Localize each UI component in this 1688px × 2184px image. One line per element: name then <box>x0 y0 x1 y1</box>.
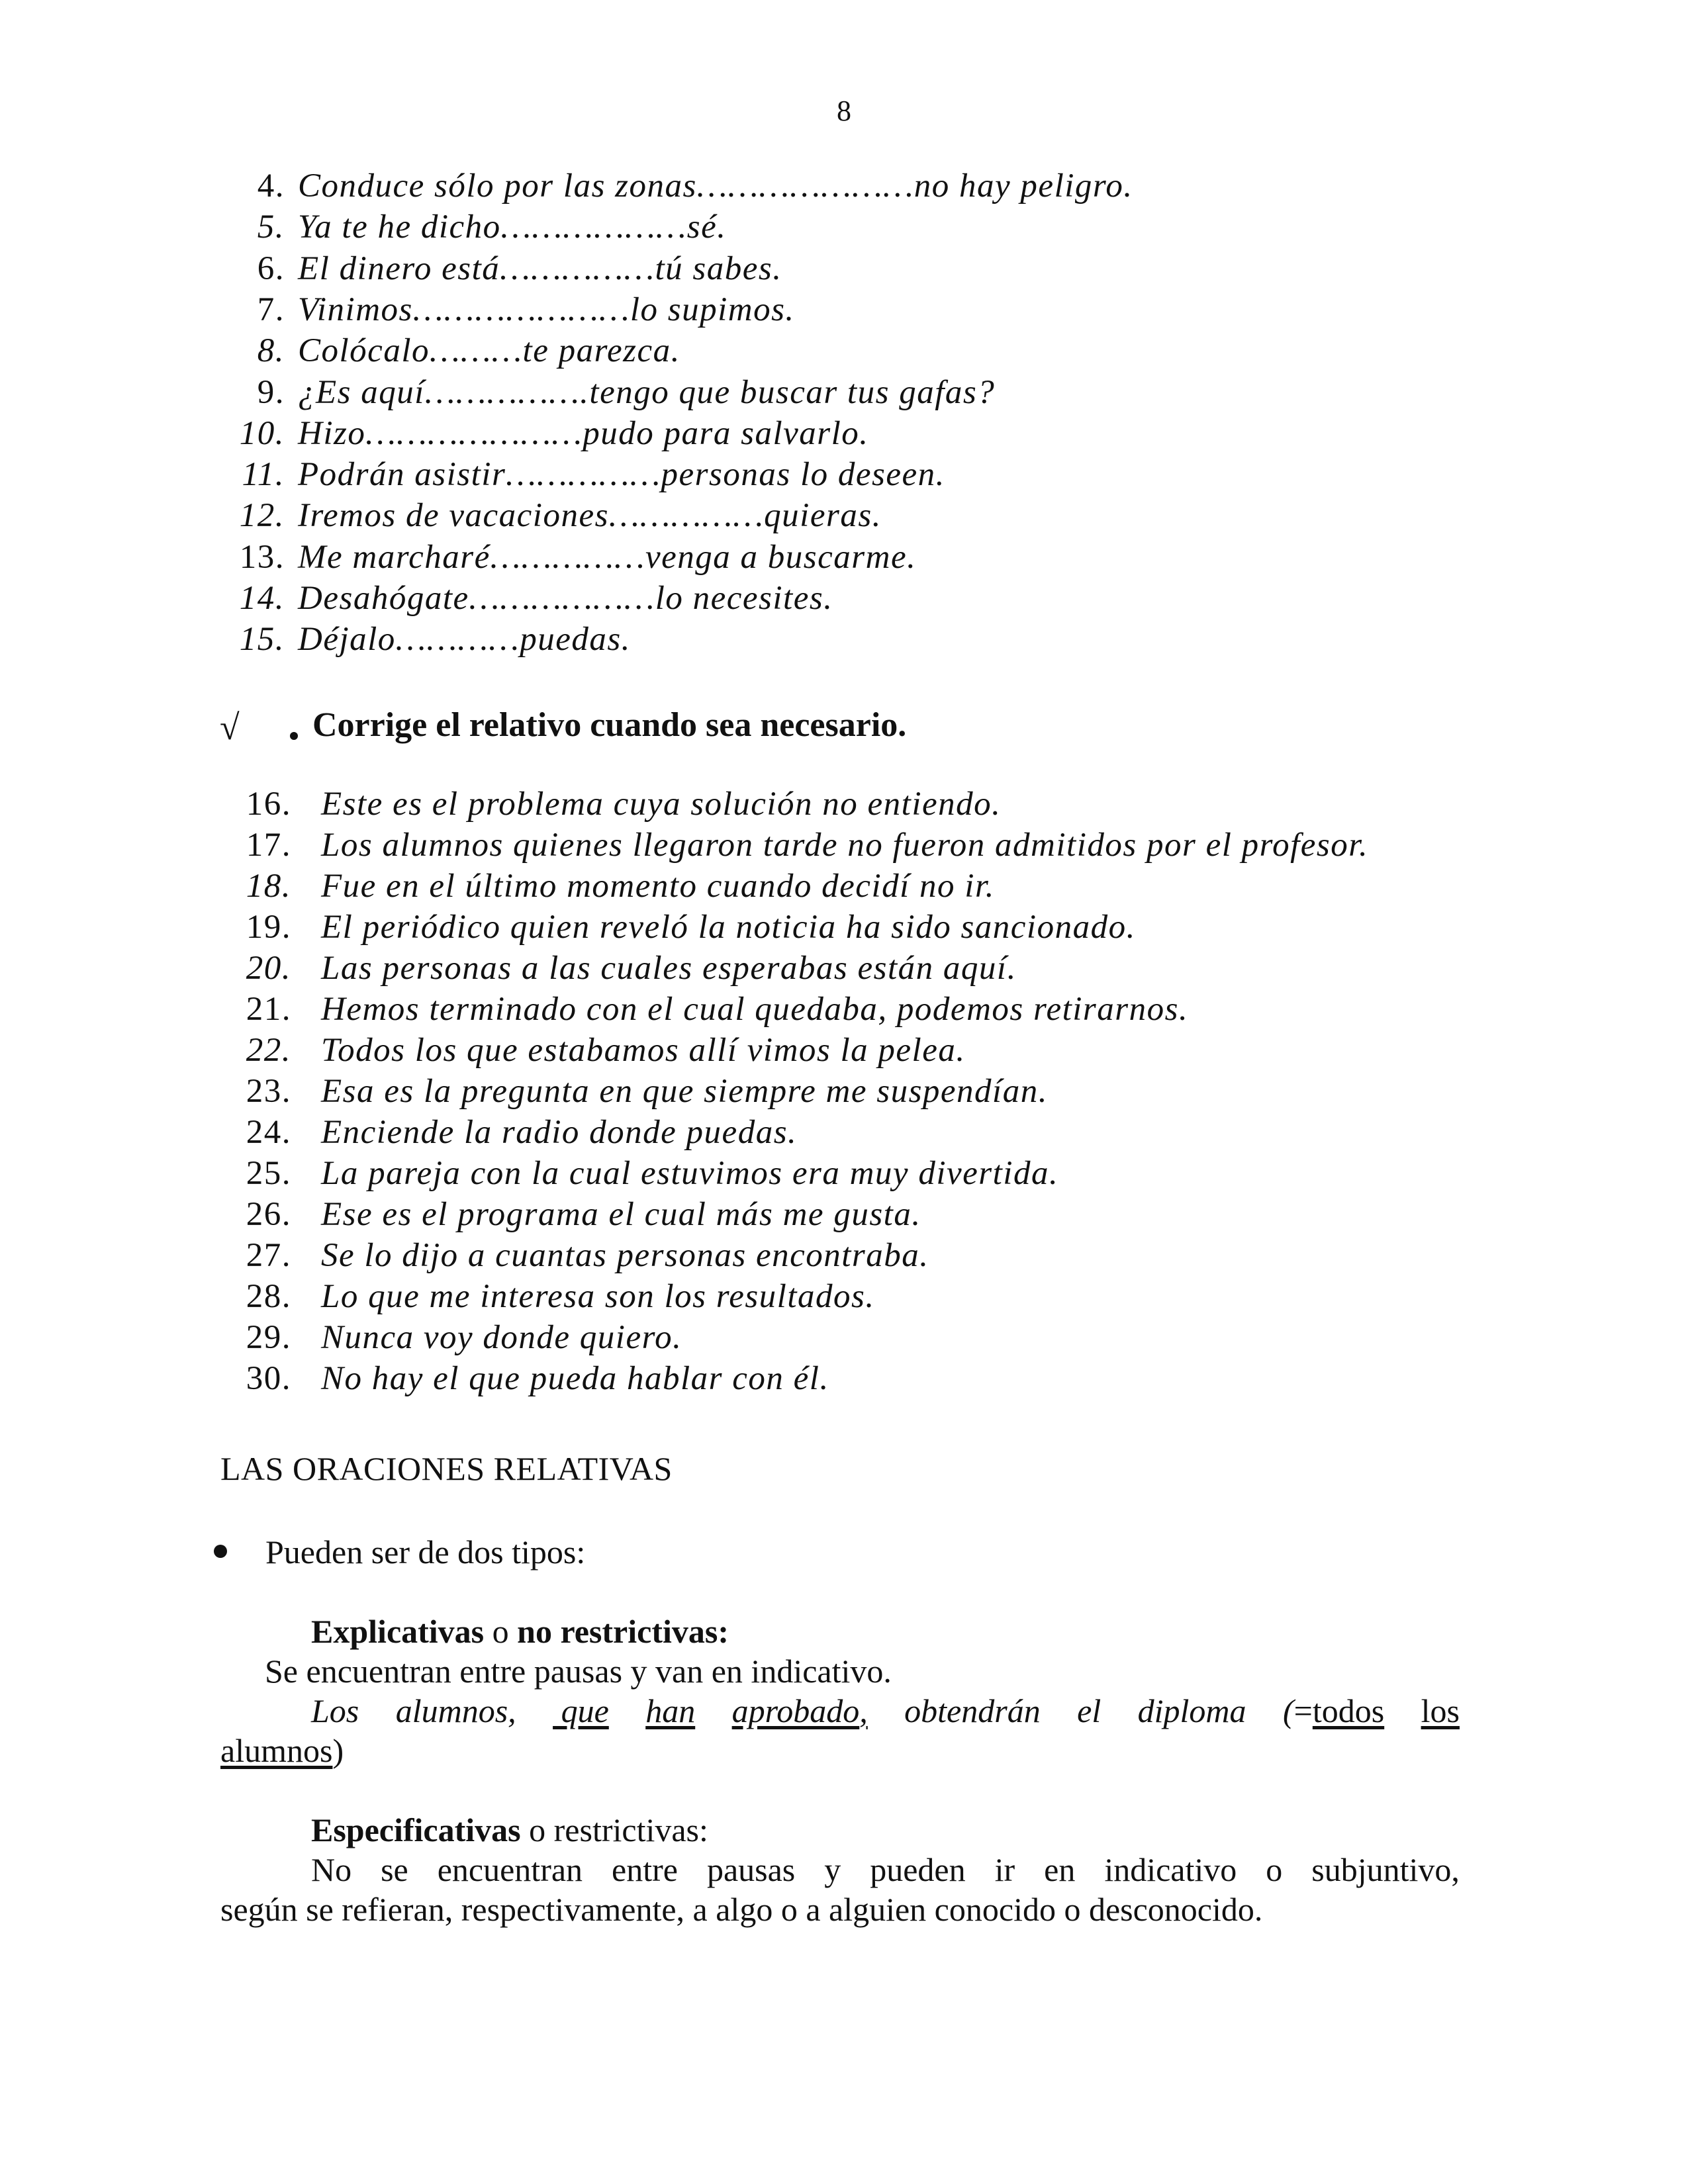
exercise-item <box>225 208 727 249</box>
example-word: el <box>1077 1692 1102 1729</box>
exercise-text: Ese es el programa el cual más me gusta. <box>321 1196 921 1233</box>
description-word: en <box>1044 1851 1076 1888</box>
exercise-number: 21. <box>246 991 291 1028</box>
exercise-number: 4. <box>257 167 285 205</box>
exercise-number: 20. <box>246 950 291 987</box>
exercise-item <box>225 949 1017 990</box>
check-mark-icon: √ <box>220 707 240 747</box>
exercise-number: 10. <box>239 414 285 452</box>
exercise-number: 27. <box>246 1237 291 1274</box>
exercise-item <box>225 250 782 291</box>
example-underlined: han <box>645 1692 696 1729</box>
section-heading: LAS ORACIONES RELATIVAS <box>220 1450 673 1487</box>
exercise-number: 19. <box>246 909 291 946</box>
bullet-text: Pueden ser de dos tipos: <box>265 1533 586 1570</box>
especificativas-title: Especificativas o restrictivas: <box>311 1811 708 1848</box>
explicativas-example-line2: alumnos) <box>220 1732 344 1769</box>
exercise-item <box>225 1359 829 1400</box>
exercise-text: Colócalo………te parezca. <box>298 332 680 370</box>
explicativas-example-line1 <box>311 1692 1460 1730</box>
exercise-text: Esa es la pregunta en que siempre me suspendían. <box>321 1073 1048 1110</box>
exercise-item <box>225 990 1189 1031</box>
description-word: y <box>824 1851 841 1888</box>
exercise-text: Los alumnos quienes llegaron tarde no fueron admitidos por el profesor. <box>321 827 1369 864</box>
description-word: indicativo <box>1104 1851 1237 1888</box>
exercise-number: 29. <box>246 1319 291 1356</box>
exercise-number: 9. <box>257 373 285 411</box>
exercise-item <box>225 1154 1059 1195</box>
exercise-number: 12. <box>239 497 285 535</box>
exercise-number: 26. <box>246 1196 291 1233</box>
exercise-item <box>225 620 631 661</box>
exercise-item <box>225 538 917 579</box>
explicativas-title: Explicativas o no restrictivas: <box>311 1613 729 1650</box>
exercise-number: 25. <box>246 1155 291 1192</box>
exercise-number: 6. <box>257 250 285 287</box>
explicativas-description: Se encuentran entre pausas y van en indicativo. <box>265 1653 892 1690</box>
exercise-text: Fue en el último momento cuando decidí no ir. <box>321 868 995 905</box>
description-word: se <box>381 1851 408 1888</box>
exercise-text: Nunca voy donde quiero. <box>321 1319 682 1356</box>
exercise-number: 5. <box>257 208 285 246</box>
exercise-number: 28. <box>246 1278 291 1315</box>
exercise-item <box>225 1072 1048 1113</box>
exercise-number: 30. <box>246 1360 291 1397</box>
exercise-item <box>225 579 833 620</box>
exercise-item <box>225 785 1002 826</box>
exercise-text: Iremos de vacaciones……………quieras. <box>298 497 882 535</box>
exercise-text: Hizo…………………pudo para salvarlo. <box>298 414 869 452</box>
exercise-item <box>225 455 945 496</box>
exercise-item <box>225 373 996 414</box>
exercise-item <box>225 1195 921 1236</box>
exercise-text: Hemos terminado con el cual quedaba, podemos retirarnos. <box>321 991 1189 1028</box>
exercise-item <box>225 414 869 455</box>
exercise-item <box>225 1318 682 1359</box>
exercise-text: Las personas a las cuales esperabas están aquí. <box>321 950 1017 987</box>
exercise-number: 23. <box>246 1073 291 1110</box>
exercise-item <box>225 1031 966 1072</box>
exercise-item <box>225 1277 875 1318</box>
exercise-text: El dinero está……………tú sabes. <box>298 250 782 287</box>
exercise-text: Enciende la radio donde puedas. <box>321 1114 798 1151</box>
description-word: No <box>311 1851 352 1888</box>
exercise-item <box>225 1113 798 1154</box>
description-word: encuentran <box>437 1851 583 1888</box>
example-paren: (=todos <box>1282 1692 1385 1729</box>
example-underlined: los <box>1421 1692 1460 1729</box>
exercise-number: 18. <box>246 868 291 905</box>
exercise-text: Conduce sólo por las zonas…………………no hay peligro. <box>298 167 1133 205</box>
exercise-number: 24. <box>246 1114 291 1151</box>
exercise-number: 11. <box>242 456 285 494</box>
exercise-number: 16. <box>246 786 291 823</box>
exercise-number: 22. <box>246 1032 291 1069</box>
exercise-text: Me marcharé……………venga a buscarme. <box>298 538 917 576</box>
exercise-item <box>225 867 995 908</box>
description-word: ir <box>994 1851 1015 1888</box>
exercise-number: 17. <box>246 827 291 864</box>
exercise-text: Ya te he dicho………………sé. <box>298 208 727 246</box>
exercise-item <box>225 908 1136 949</box>
exercise-item <box>225 826 1369 867</box>
exercise-text: La pareja con la cual estuvimos era muy divertida. <box>321 1155 1059 1192</box>
example-word: obtendrán <box>904 1692 1041 1729</box>
especificativas-line2: según se refieran, respectivamente, a algo o a alguien conocido o desconocido. <box>220 1891 1263 1928</box>
description-word: entre <box>612 1851 678 1888</box>
example-underlined: que <box>553 1692 609 1729</box>
exercise-item <box>225 167 1133 208</box>
example-underlined: aprobado, <box>731 1692 868 1729</box>
exercise-text: Desahógate………………lo necesites. <box>298 580 833 617</box>
exercise-text: Este es el problema cuya solución no entiendo. <box>321 786 1002 823</box>
description-word: o <box>1266 1851 1283 1888</box>
example-word: Los <box>311 1692 359 1729</box>
exercise-item <box>225 496 882 537</box>
page-number: 8 <box>837 95 851 127</box>
exercise-text: Todos los que estabamos allí vimos la pelea. <box>321 1032 966 1069</box>
description-word: subjuntivo, <box>1311 1851 1460 1888</box>
exercise-text: Déjalo…………puedas. <box>298 621 631 659</box>
exercise-text: No hay el que pueda hablar con él. <box>321 1360 829 1397</box>
description-word: pueden <box>870 1851 966 1888</box>
bullet-dot-icon <box>290 732 298 740</box>
exercise-item <box>225 291 795 332</box>
exercise-number: 8. <box>257 332 285 370</box>
exercise-text: El periódico quien reveló la noticia ha sido sancionado. <box>321 909 1136 946</box>
exercise-number: 15. <box>239 621 285 659</box>
exercise-text: Se lo dijo a cuantas personas encontraba. <box>321 1237 929 1274</box>
exercise-number: 7. <box>257 291 285 328</box>
description-word: pausas <box>706 1851 796 1888</box>
bullet-icon <box>214 1545 227 1558</box>
example-word: alumnos, <box>395 1692 516 1729</box>
exercise-text: Lo que me interesa son los resultados. <box>321 1278 875 1315</box>
instruction-heading: Corrige el relativo cuando sea necesario. <box>312 706 907 744</box>
exercise-number: 13. <box>239 538 285 576</box>
exercise-text: Vinimos…………………lo supimos. <box>298 291 795 328</box>
exercise-item <box>225 332 680 373</box>
especificativas-line1 <box>311 1850 1460 1889</box>
exercise-text: ¿Es aquí…………….tengo que buscar tus gafas? <box>298 373 996 411</box>
example-word: diploma <box>1137 1692 1246 1729</box>
exercise-number: 14. <box>239 580 285 617</box>
exercise-item <box>225 1236 929 1277</box>
exercise-text: Podrán asistir……………personas lo deseen. <box>298 456 945 494</box>
